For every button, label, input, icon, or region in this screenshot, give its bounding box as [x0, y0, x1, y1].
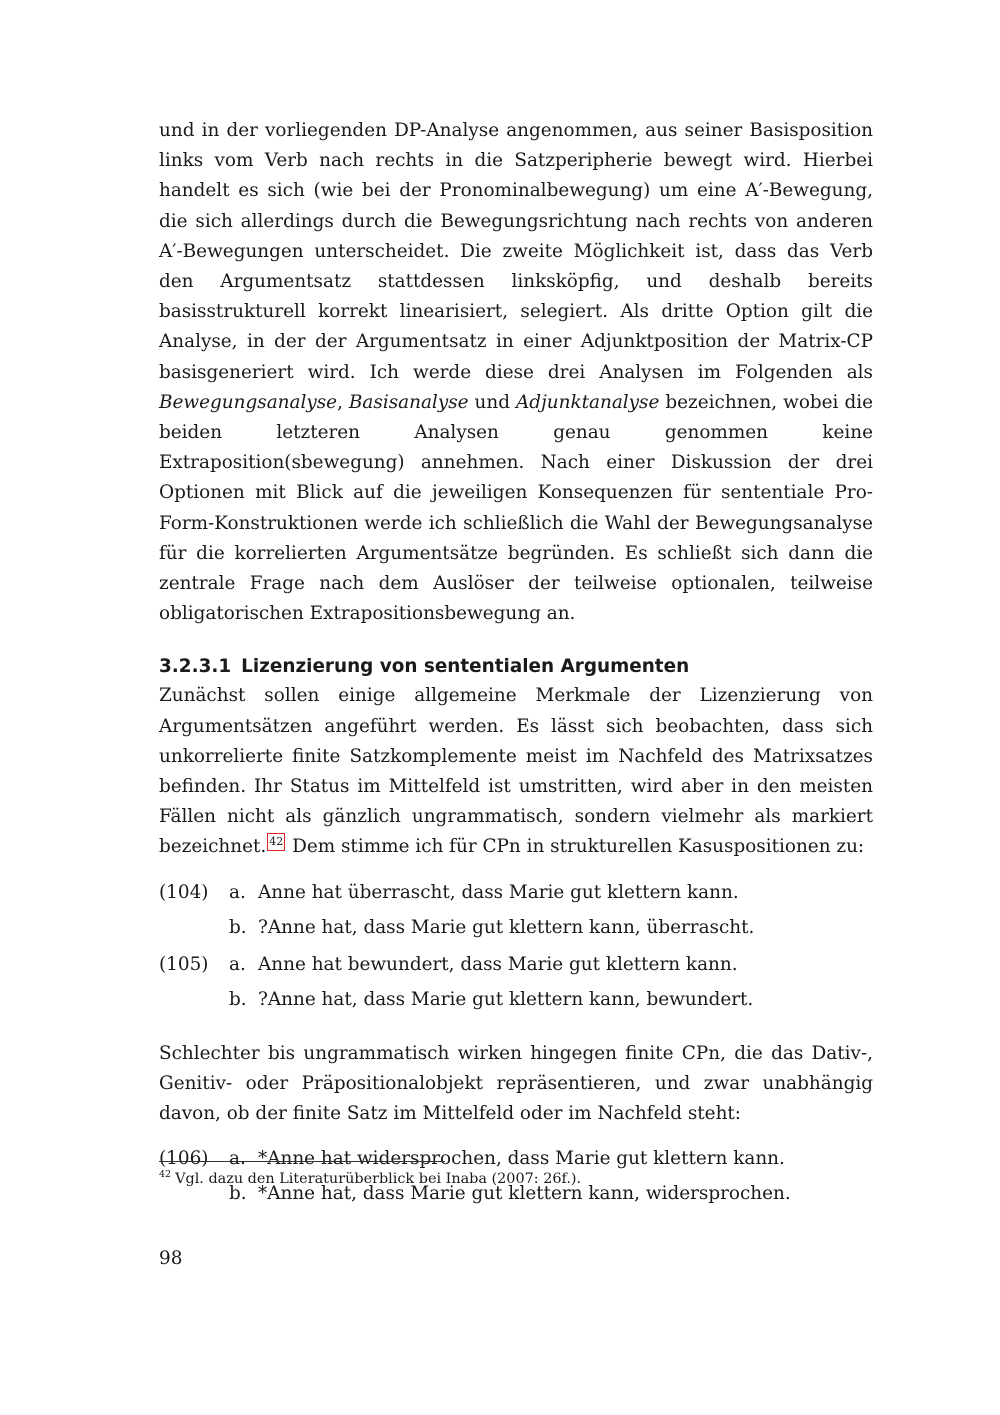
example-sentence: *Anne hat, dass Marie gut klettern kann, widersprochen.	[258, 1183, 791, 1205]
paragraph-licensing	[159, 681, 873, 862]
example-number: (105)	[159, 953, 209, 975]
footnote-42	[159, 1166, 581, 1188]
example-sentence: Anne hat bewundert, dass Marie gut klettern kann.	[258, 953, 738, 975]
footnote-link-42[interactable]: 42	[267, 833, 285, 851]
example-sublabel: a.	[229, 1148, 246, 1170]
paragraph-text: und in der vorliegenden DP-Analyse angenommen, aus seiner Basisposition links vom Verb nach rechts in die Satzperipherie bewegt wird. Hierbei handelt es sich (wie bei der Pronominalbewegung) um eine A′-Bewegung, die sich allerdings durch die Bewegungsrichtung nach rechts von anderen A′-Bewegungen unterscheidet. Die zweite Möglichkeit ist, dass das Verb den Argumentsatz stattdessen linksköpfig, und deshalb bereits basisstrukturell korrekt linearisiert, selegiert. Als dritte Option gilt die Analyse, in der der Argumentsatz in einer Adjunktposition der Matrix-CP basisgeneriert wird. Ich werde diese drei Analysen im Folgenden als	[159, 120, 873, 383]
example-item	[159, 947, 873, 982]
separator: und	[468, 391, 517, 413]
example-list-104-105	[159, 875, 873, 1017]
example-number: (106)	[159, 1148, 209, 1170]
page-number: 98	[159, 1248, 183, 1269]
term-basisanalyse: Basisanalyse	[348, 391, 469, 413]
paragraph-intro	[159, 116, 873, 629]
example-sublabel: a.	[229, 953, 246, 975]
paragraph-text: bezeichnen, wobei die beiden letzteren Analysen genau genommen keine Extraposition(sbewegung) annehmen. Nach einer Diskussion der drei Optionen mit Blick auf die jeweiligen Konsequenzen für sententiale Pro-Form-Konstruktionen werde ich schließlich die Wahl der Bewegungsanalyse für die korrelierten Argumentsätze begründen. Es schließt sich dann die zentrale Frage nach dem Auslöser der teilweise optionalen, teilweise obligatorischen Extrapositionsbewegung an.	[159, 391, 873, 625]
example-sentence: *Anne hat widersprochen, dass Marie gut klettern kann.	[258, 1148, 785, 1170]
paragraph-text: Zunächst sollen einige allgemeine Merkmale der Lizenzierung von Argumentsätzen angeführt werden. Es lässt sich beobachten, dass sich unkorrelierte finite Satzkomplemente meist im Nachfeld des Matrixsatzes befinden. Ihr Status im Mittelfeld ist umstritten, wird aber in den meisten Fällen nicht als gänzlich ungrammatisch, sondern vielmehr als markiert bezeichnet.	[159, 685, 873, 858]
section-number: 3.2.3.1	[159, 656, 232, 678]
paragraph-dative: Schlechter bis ungrammatisch wirken hingegen finite CPn, die das Dativ-, Genitiv- oder Präpositionalobjekt repräsentieren, und zwar unabhängig davon, ob der finite Satz im Mittelfeld oder im Nachfeld steht:	[159, 1042, 873, 1125]
paragraph-text: Dem stimme ich für CPn in strukturellen Kasuspositionen zu:	[286, 836, 865, 858]
example-sublabel: b.	[229, 988, 247, 1010]
separator: ,	[337, 391, 349, 413]
term-adjunktanalyse: Adjunktanalyse	[516, 391, 660, 413]
example-sentence: Anne hat überrascht, dass Marie gut klettern kann.	[258, 881, 739, 903]
footnote-text: Vgl. dazu den Literaturüberblick bei Inaba (2007: 26f.).	[175, 1170, 582, 1187]
example-item	[159, 875, 873, 910]
example-sentence: ?Anne hat, dass Marie gut klettern kann, überrascht.	[258, 916, 755, 938]
footnote-divider	[159, 1161, 445, 1162]
example-sentence: ?Anne hat, dass Marie gut klettern kann, bewundert.	[258, 988, 754, 1010]
example-item	[159, 982, 873, 1017]
example-sublabel: b.	[229, 916, 247, 938]
example-sublabel: a.	[229, 881, 246, 903]
example-number: (104)	[159, 881, 209, 903]
term-bewegungsanalyse: Bewegungsanalyse	[159, 391, 338, 413]
section-title: Lizenzierung von sententialen Argumenten	[241, 656, 690, 678]
section-heading	[159, 655, 873, 679]
example-item	[159, 910, 873, 945]
footnote-marker: 42	[159, 1169, 172, 1180]
example-sublabel: b.	[229, 1183, 247, 1205]
page-body	[159, 116, 873, 1211]
